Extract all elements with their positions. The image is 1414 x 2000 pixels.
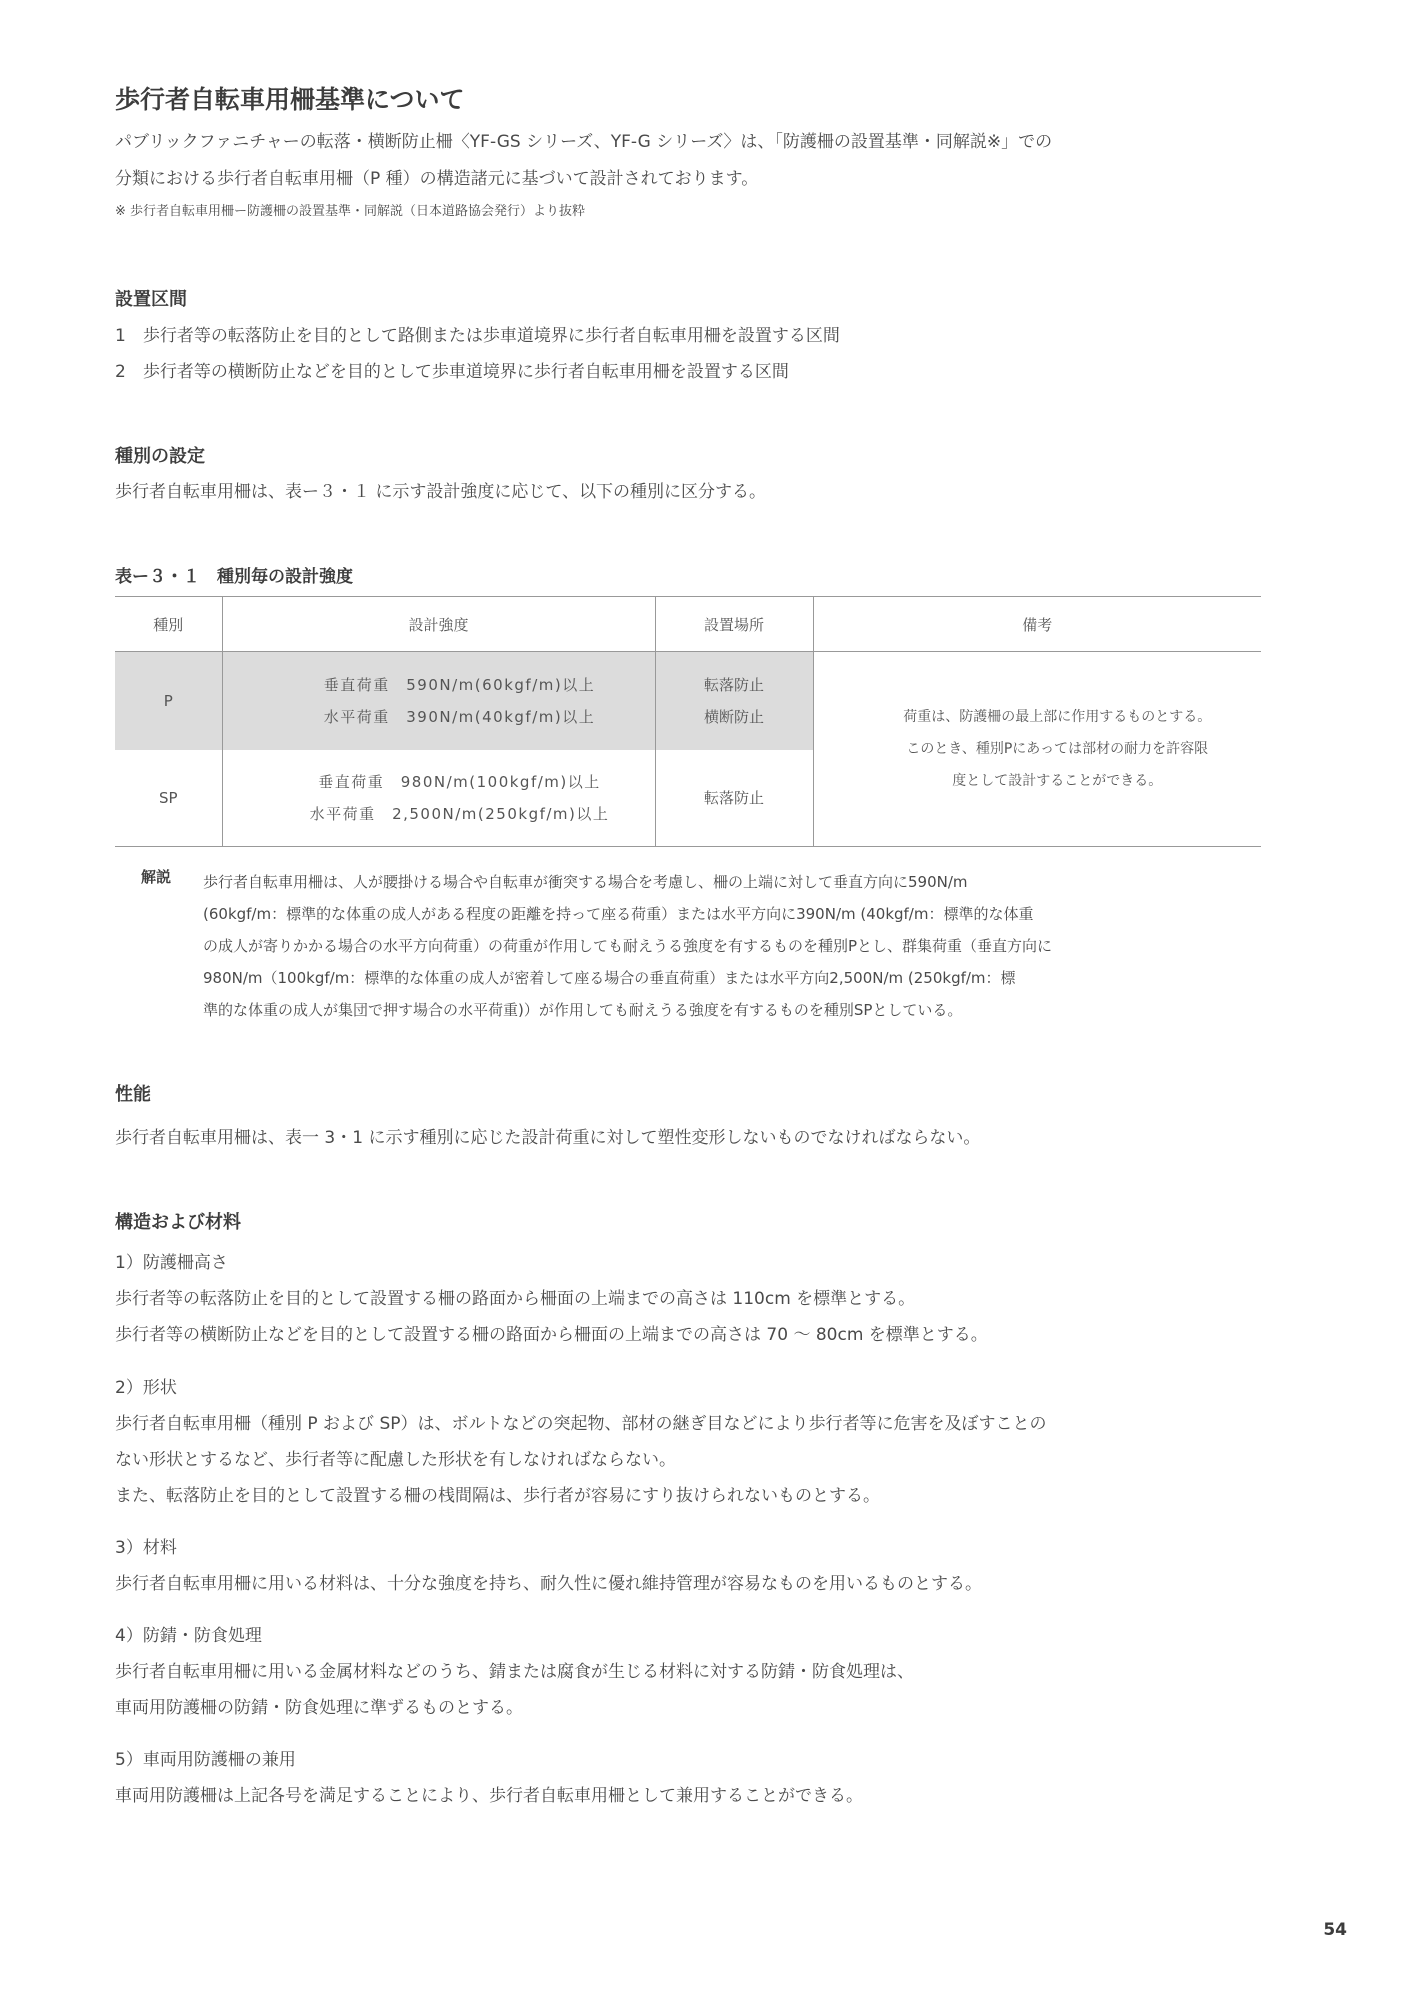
intro-line: 分類における歩行者自転車用柵（P 種）の構造諸元に基づいて設計されております。 <box>115 169 759 189</box>
design-strength-table <box>115 596 1261 847</box>
struct-item-line: 歩行者等の横断防止などを目的として設置する柵の路面から柵面の上端までの高さは 70 〜 80cm を標準とする。 <box>115 1325 988 1345</box>
page-title: 歩行者自転車用柵基準について <box>115 85 465 114</box>
remark-line: 荷重は、防護柵の最上部に作用するものとする。 <box>903 709 1212 725</box>
struct-item-line: 歩行者自転車用柵（種別 P および SP）は、ボルトなどの突起物、部材の継ぎ目などにより歩行者等に危害を及ぼすことの <box>115 1414 1047 1434</box>
struct-item-title: 1）防護柵高さ <box>115 1253 228 1273</box>
column-header-remark: 備考 <box>813 597 1261 652</box>
commentary-line: 準的な体重の成人が集団で押す場合の水平荷重)）が作用しても耐えうる強度を有するものを種別SPとしている。 <box>203 1001 963 1019</box>
struct-item-title: 5）車両用防護柵の兼用 <box>115 1750 296 1770</box>
column-header-strength: 設計強度 <box>222 597 655 652</box>
remark-line: このとき、種別Pにあっては部材の耐力を許容限 <box>906 741 1209 757</box>
strength-line: 垂直荷重 590N/m(60kgf/m)以上 <box>323 676 596 694</box>
struct-item-title: 2）形状 <box>115 1378 177 1398</box>
place-line: 転落防止 <box>703 789 764 807</box>
struct-item-line: 車両用防護柵は上記各号を満足することにより、歩行者自転車用柵として兼用することができる。 <box>115 1786 863 1806</box>
commentary-line: (60kgf/m：標準的な体重の成人がある程度の距離を持って座る荷重）または水平方向に390N/m (40kgf/m：標準的な体重 <box>203 905 1034 923</box>
table-caption: 表ー３・１ 種別毎の設計強度 <box>115 567 353 587</box>
heading-type-setting: 種別の設定 <box>115 446 205 467</box>
strength-cell <box>222 750 655 847</box>
commentary-line: の成人が寄りかかる場合の水平方向荷重）の荷重が作用しても耐えうる強度を有するものを種別Pとし、群集荷重（垂直方向に <box>203 937 1053 955</box>
page-number: 54 <box>1323 1920 1347 1940</box>
type-cell: P <box>115 652 222 751</box>
heading-performance: 性能 <box>115 1084 151 1105</box>
struct-item-title: 4）防錆・防食処理 <box>115 1626 262 1646</box>
struct-item-vehicle-guard <box>115 1742 863 1814</box>
strength-line: 水平荷重 2,500N/m(250kgf/m)以上 <box>309 805 610 823</box>
struct-item-material <box>115 1530 982 1602</box>
struct-item-line: 歩行者等の転落防止を目的として設置する柵の路面から柵面の上端までの高さは 110cm を標準とする。 <box>115 1289 916 1309</box>
place-line: 転落防止 <box>703 676 764 694</box>
struct-item-line: また、転落防止を目的として設置する柵の桟間隔は、歩行者が容易にすり抜けられないものとする。 <box>115 1486 880 1506</box>
place-cell <box>655 750 813 847</box>
column-header-type: 種別 <box>115 597 222 652</box>
remark-cell <box>813 652 1261 847</box>
strength-cell <box>222 652 655 751</box>
place-line: 横断防止 <box>703 708 764 726</box>
type-setting-text: 歩行者自転車用柵は、表ー３・１ に示す設計強度に応じて、以下の種別に区分する。 <box>115 482 767 502</box>
struct-item-rustproof <box>115 1618 914 1726</box>
heading-install-section: 設置区間 <box>115 289 187 310</box>
column-header-place: 設置場所 <box>655 597 813 652</box>
install-section-list <box>115 318 840 390</box>
strength-line: 垂直荷重 980N/m(100kgf/m)以上 <box>318 773 601 791</box>
commentary-label: 解説 <box>141 868 172 886</box>
heading-structure-material: 構造および材料 <box>115 1212 241 1233</box>
intro-text <box>115 124 1052 198</box>
source-note: ※ 歩行者自転車用柵ー防護柵の設置基準・同解説（日本道路協会発行）より抜粋 <box>115 204 586 219</box>
table-row <box>115 652 1261 751</box>
struct-item-line: ない形状とするなど、歩行者等に配慮した形状を有しなければならない。 <box>115 1450 676 1470</box>
commentary-line: 歩行者自転車用柵は、人が腰掛ける場合や自転車が衝突する場合を考慮し、柵の上端に対して垂直方向に590N/m <box>203 873 968 891</box>
table-header-row <box>115 597 1261 652</box>
struct-item-title: 3）材料 <box>115 1538 177 1558</box>
place-cell <box>655 652 813 751</box>
list-item: 1 歩行者等の転落防止を目的として路側または歩車道境界に歩行者自転車用柵を設置する区間 <box>115 326 840 346</box>
struct-item-line: 車両用防護柵の防錆・防食処理に準ずるものとする。 <box>115 1698 523 1718</box>
remark-line: 度として設計することができる。 <box>952 773 1163 789</box>
commentary-text <box>203 866 1052 1026</box>
commentary-line: 980N/m（100kgf/m：標準的な体重の成人が密着して座る場合の垂直荷重）または水平方向2,500N/m (250kgf/m：標 <box>203 969 1016 987</box>
struct-item-shape <box>115 1370 1047 1514</box>
struct-item-line: 歩行者自転車用柵に用いる材料は、十分な強度を持ち、耐久性に優れ維持管理が容易なものを用いるものとする。 <box>115 1574 982 1594</box>
strength-line: 水平荷重 390N/m(40kgf/m)以上 <box>323 708 596 726</box>
list-item: 2 歩行者等の横断防止などを目的として歩車道境界に歩行者自転車用柵を設置する区間 <box>115 362 789 382</box>
struct-item-line: 歩行者自転車用柵に用いる金属材料などのうち、錆または腐食が生じる材料に対する防錆・防食処理は、 <box>115 1662 914 1682</box>
performance-text: 歩行者自転車用柵は、表一 3・1 に示す種別に応じた設計荷重に対して塑性変形しないものでなければならない。 <box>115 1128 981 1148</box>
struct-item-height <box>115 1245 988 1353</box>
intro-line: パブリックファニチャーの転落・横断防止柵〈YF-GS シリーズ、YF-G シリーズ〉は、「防護柵の設置基準・同解説※」での <box>115 132 1053 152</box>
type-cell: SP <box>115 750 222 847</box>
